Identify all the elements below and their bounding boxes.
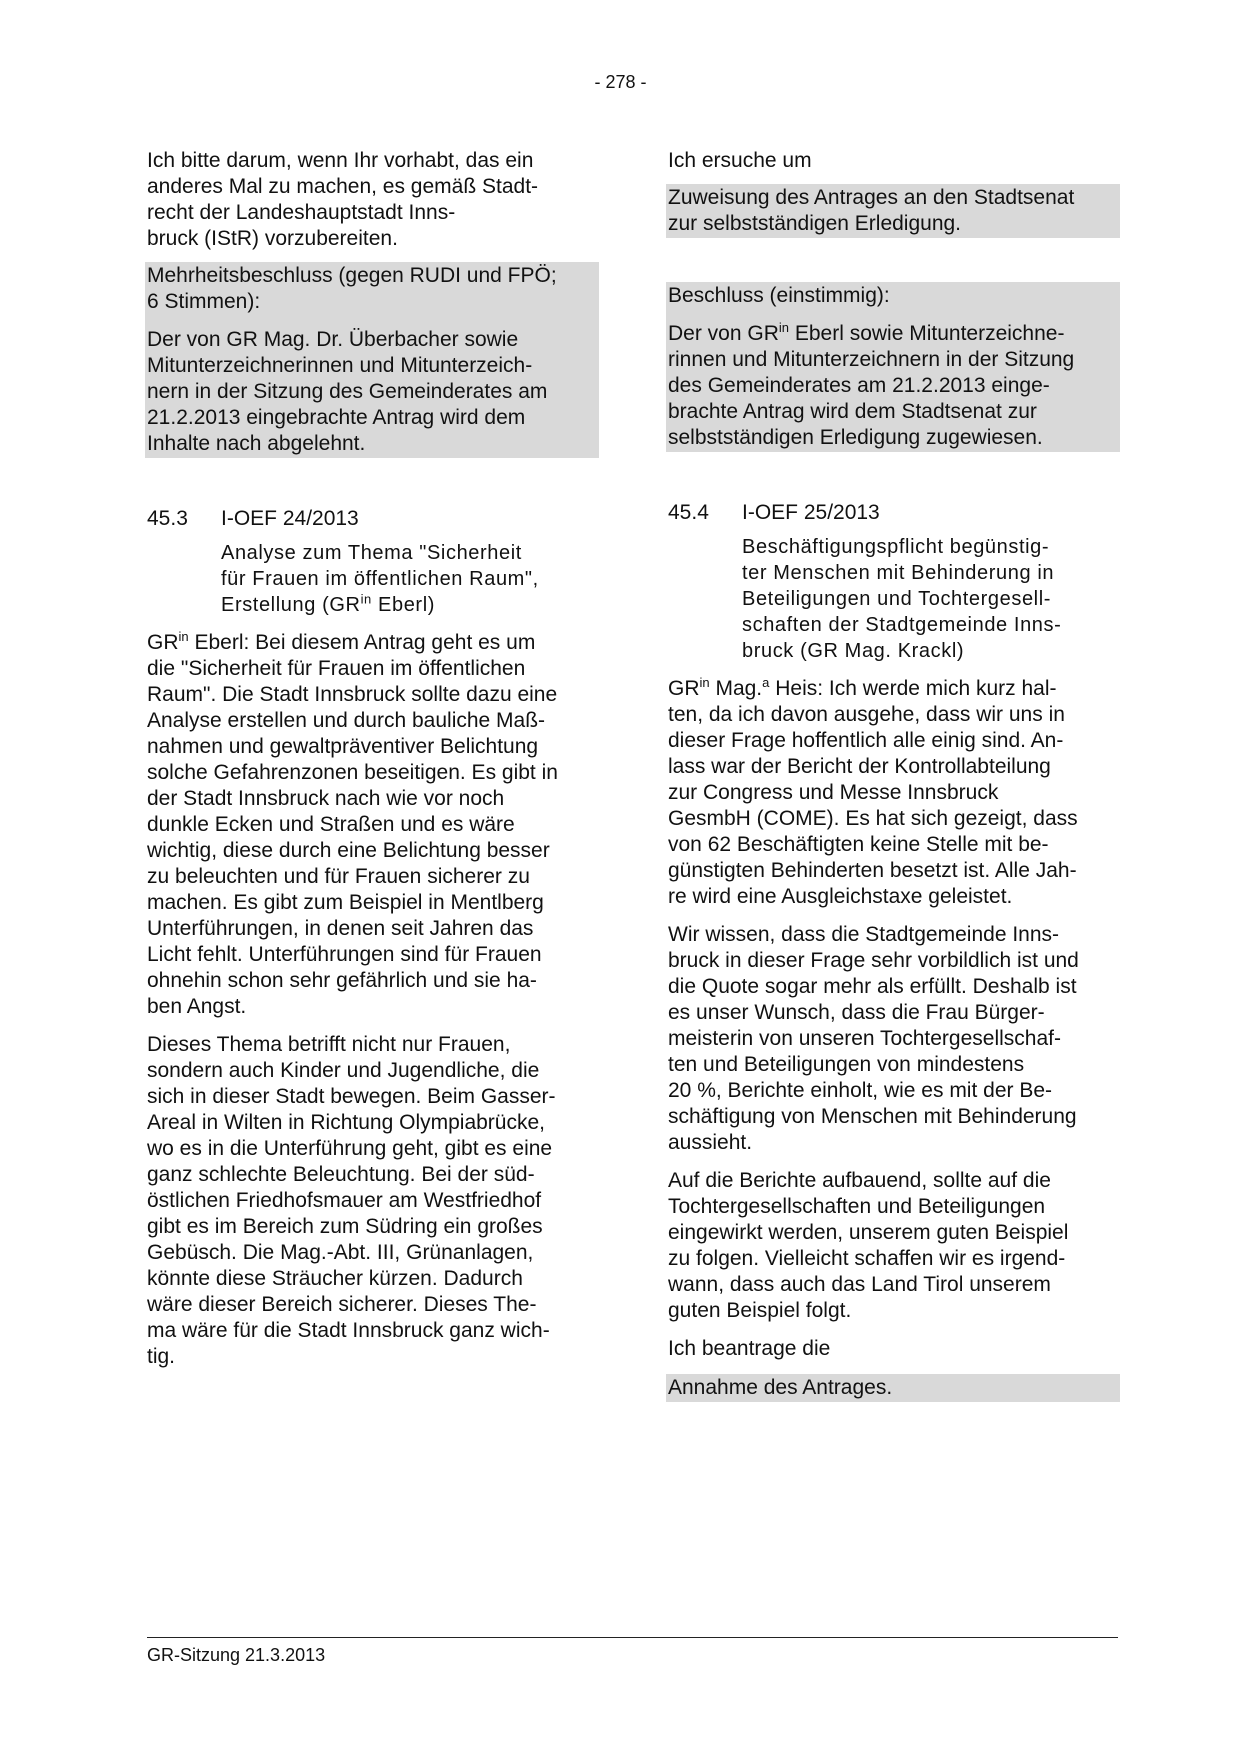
section-title: Analyse zum Thema "Sicherheit für Frauen im öffentlichen Raum", Erstellung ($GR^{in}$ Eberl) (221, 542, 539, 616)
speech-heis: $GR^{in}$ Mag.$^a$ Heis: Ich werde mich kurz hal- ten, da ich davon ausgehe, dass wir uns in dieser Frage hoffentlich alle einig sind. An- lass war der Bericht der Kontrollabteilung zur Congress und Messe Innsbruck GesmbH (COME). Es hat sich gezeigt, dass von 62 Beschäftigten keine Stelle mit be- günstigten Behinderten besetzt ist. Alle Jah- re wird eine Ausgleichstaxe geleistet. (668, 675, 1078, 908)
speech-heis-para2: Wir wissen, dass die Stadtgemeinde Inns- bruck in dieser Frage sehr vorbildlich ist und die Quote sogar mehr als erfüllt. Deshalb ist es unser Wunsch, dass die Frau Bürger- meisterin von unseren Tochtergesellschaf- ten und Beteiligungen von mindestens 20 %, Berichte einholt, wie es mit der Be- schäftigung von Menschen mit Behinderung aussieht. (668, 923, 1079, 1154)
left-column (147, 148, 599, 1370)
speech-heis-para3: Auf die Berichte aufbauend, sollte auf die Tochtergesellschaften und Beteiligungen eingewirkt werden, unserem guten Beispiel zu folgen. Vielleicht schaffen wir es irgend- wann, dass auch das Land Tirol unserem guten Beispiel folgt. (668, 1169, 1069, 1322)
section-code: I-OEF 24/2013 (221, 507, 359, 530)
section-heading-45-3 (147, 506, 599, 532)
section-number: 45.4 (668, 501, 709, 524)
speech-eberl-continued: Dieses Thema betrifft nicht nur Frauen, sondern auch Kinder und Jugendliche, die sich in dieser Stadt bewegen. Beim Gasser- Areal in Wilten in Richtung Olympiabrücke, wo es in die Unterführung geht, gibt es eine ganz schlechte Beleuchtung. Bei der süd- östlichen Friedhofsmauer am Westfriedhof gibt es im Bereich zum Südring ein großes Gebüsch. Die Mag.-Abt. III, Grünanlagen, könnte diese Sträucher kürzen. Dadurch wäre dieser Bereich sicherer. Dieses The- ma wäre für die Stadt Innsbruck ganz wich- tig. (147, 1033, 556, 1368)
speech-eberl: $GR^{in}$ Eberl: Bei diesem Antrag geht es um die "Sicherheit für Frauen im öffentlichen Raum". Die Stadt Innsbruck sollte dazu eine Analyse erstellen und durch bauliche Maß- nahmen und gewaltpräventiver Belichtung solche Gefahrenzonen beseitigen. Es gibt in der Stadt Innsbruck nach wie vor noch dunkle Ecken und Straßen und es wäre wichtig, diese durch eine Belichtung besser zu beleuchten und für Frauen sicherer zu machen. Es gibt zum Beispiel in Mentlberg Unterführungen, in denen seit Jahren das Licht fehlt. Unterführungen sind für Frauen ohnehin schon sehr gefährlich und sie ha- ben Angst. (147, 629, 558, 1018)
section-heading-45-4 (668, 500, 1120, 526)
unanimous-decision-box: Beschluss (einstimmig): Der von $GR^{in}$ Eberl sowie Mitunterzeichne- rinnen und Mitunterzeichnern in der Sitzung des Gemeinderates am 21.2.2013 einge- brachte Antrag wird dem Stadtsenat zur selbstständigen Erledigung zugewiesen. (666, 282, 1120, 452)
page-number: - 278 - (594, 72, 647, 92)
intro-paragraph: Ich bitte darum, wenn Ihr vorhabt, das ein anderes Mal zu machen, es gemäß Stadt- recht der Landeshauptstadt Inns- bruck (IStR) vorzubereiten. (147, 149, 539, 250)
page-footer (147, 1637, 1118, 1666)
request-intro: Ich ersuche um (668, 149, 812, 172)
right-column (668, 148, 1120, 1402)
closing-request: Ich beantrage die (668, 1337, 831, 1360)
section-number: 45.3 (147, 507, 188, 530)
majority-decision-box: Mehrheitsbeschluss (gegen RUDI und FPÖ; 6 Stimmen): Der von GR Mag. Dr. Überbacher sowie Mitunterzeichnerinnen und Mitunterzeich- nern in der Sitzung des Gemeinderates am 21.2.2013 eingebrachte Antrag wird dem Inhalte nach abgelehnt. (145, 262, 599, 458)
footer-session-date: GR-Sitzung 21.3.2013 (147, 1645, 326, 1665)
section-title: Beschäftigungspflicht begünstig- ter Menschen mit Behinderung in Beteiligungen und Tochtergesell- schaften der Stadtgemeinde Inns- bruck (GR Mag. Krackl) (742, 536, 1062, 662)
motion-box: Annahme des Antrages. (666, 1374, 1120, 1402)
request-box: Zuweisung des Antrages an den Stadtsenat zur selbstständigen Erledigung. (666, 184, 1120, 238)
section-code: I-OEF 25/2013 (742, 501, 880, 524)
